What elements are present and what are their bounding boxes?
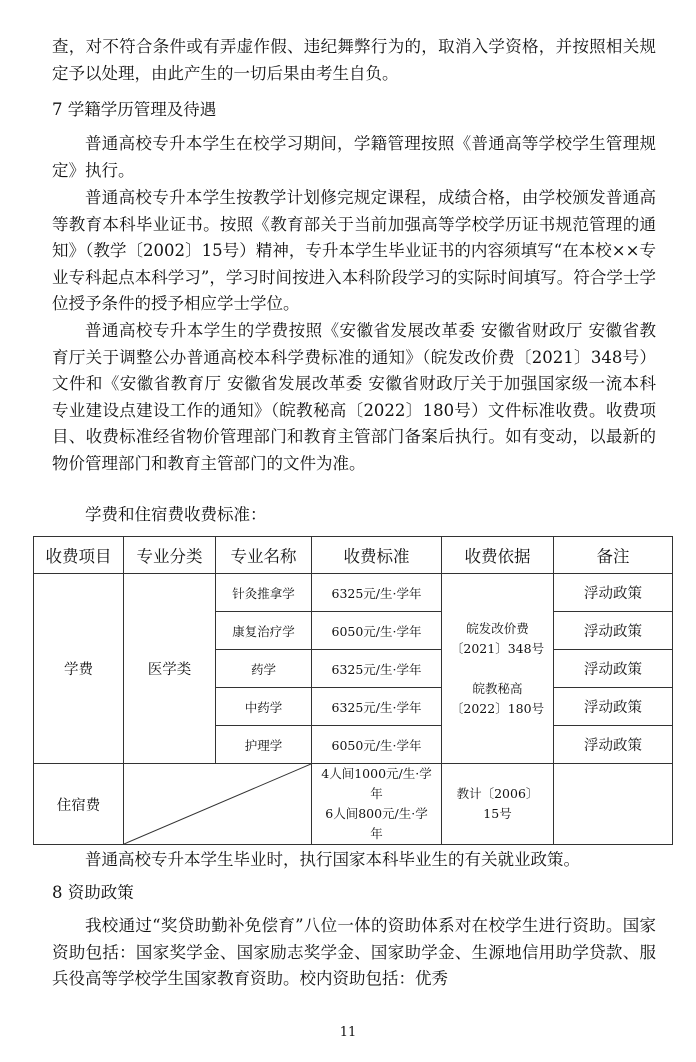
fee-cell: 6325元/生·学年 [312, 574, 442, 612]
tuition-category-cell: 医学类 [124, 574, 216, 764]
paragraph-tuition-policy: 普通高校专升本学生的学费按照《安徽省发展改革委 安徽省财政厅 安徽省教育厅关于调整公办普通高校本科学费标准的通知》（皖发改价费〔2021〕348号）文件和《安徽省教育厅 安徽省发展改革委 安徽省财政厅关于加强国家级一流本科专业建设点建设工作的通知》（皖教秘高〔2022〕180号）文件标准收费。收费项目、收费标准经省物价管理部门和教育主管部门备案后执行。如有变动，以最新的物价管理部门和教育主管部门的文件为准。 [52, 321, 656, 473]
paragraph-fee-standard-title: 学费和住宿费收费标准： [85, 505, 267, 524]
note-cell: 浮动政策 [554, 574, 673, 612]
fee-cell: 6050元/生·学年 [312, 612, 442, 650]
header-note: 备注 [554, 537, 673, 574]
paragraph-diploma: 普通高校专升本学生按教学计划修完规定课程，成绩合格，由学校颁发普通高等教育本科毕业证书。按照《教育部关于当前加强高等学校学历证书规范管理的通知》（教学〔2002〕15号）精神，专升本学生毕业证书的内容须填写“在本校××专业专科起点本科学习”，学习时间按进入本科阶段学习的实际时间填写。符合学士学位授予条件的授予相应学士学位。 [52, 188, 656, 313]
basis-line: 〔2021〕348号 [450, 640, 545, 656]
major-cell: 中药学 [216, 688, 312, 726]
note-cell: 浮动政策 [554, 650, 673, 688]
basis-line: 皖发改价费 [466, 620, 529, 636]
paragraph-status-management: 普通高校专升本学生在校学习期间，学籍管理按照《普通高等学校学生管理规定》执行。 [52, 134, 656, 180]
header-fee-item: 收费项目 [34, 537, 124, 574]
lodging-standard-line: 年 [370, 826, 383, 841]
major-cell: 药学 [216, 650, 312, 688]
note-cell: 浮动政策 [554, 612, 673, 650]
paragraph-admission-cancel: 查，对不符合条件或有弄虚作假、违纪舞弊行为的，取消入学资格，并按照相关规定予以处理，由此产生的一切后果由考生自负。 [52, 37, 656, 83]
table-row-lodging [34, 764, 673, 845]
basis-line: 教计〔2006〕 [456, 786, 539, 801]
header-category: 专业分类 [124, 537, 216, 574]
section-heading-7: 7 学籍学历管理及待遇 [52, 100, 217, 119]
table-row [34, 574, 673, 612]
page-number: 11 [339, 1025, 357, 1040]
lodging-standard-line: 6人间800元/生·学 [325, 806, 428, 821]
lodging-standard-line: 年 [370, 786, 383, 801]
header-major: 专业名称 [216, 537, 312, 574]
fee-cell: 6325元/生·学年 [312, 688, 442, 726]
major-cell: 康复治疗学 [216, 612, 312, 650]
header-basis: 收费依据 [442, 537, 554, 574]
paragraph-employment: 普通高校专升本学生毕业时，执行国家本科毕业生的有关就业政策。 [85, 850, 580, 869]
basis-line: 〔2022〕180号 [450, 700, 545, 716]
lodging-standard-line: 4人间1000元/生·学 [321, 766, 432, 781]
lodging-item-cell: 住宿费 [34, 764, 124, 845]
header-standard: 收费标准 [312, 537, 442, 574]
section-heading-8: 8 资助政策 [52, 883, 134, 902]
fee-cell: 6325元/生·学年 [312, 650, 442, 688]
fee-table [33, 536, 673, 845]
lodging-note-cell [554, 764, 673, 845]
fee-table-header-row [34, 537, 673, 574]
major-cell: 护理学 [216, 726, 312, 764]
diagonal-line [124, 764, 311, 844]
lodging-blank-diagonal-cell [124, 764, 312, 845]
major-cell: 针灸推拿学 [216, 574, 312, 612]
basis-line: 15号 [483, 806, 512, 821]
paragraph-financial-aid: 我校通过“奖贷助勤补免偿育”八位一体的资助体系对在校学生进行资助。国家资助包括：国家奖学金、国家励志奖学金、国家助学金、生源地信用助学贷款、服兵役高等学校学生国家教育资助。校内资助包括：优秀 [52, 916, 656, 988]
tuition-item-cell: 学费 [34, 574, 124, 764]
fee-cell: 6050元/生·学年 [312, 726, 442, 764]
basis-line: 皖教秘高 [472, 680, 523, 696]
note-cell: 浮动政策 [554, 726, 673, 764]
tuition-basis-cell [442, 574, 554, 764]
lodging-basis-cell [442, 764, 554, 845]
note-cell: 浮动政策 [554, 688, 673, 726]
lodging-standard-cell [312, 764, 442, 845]
